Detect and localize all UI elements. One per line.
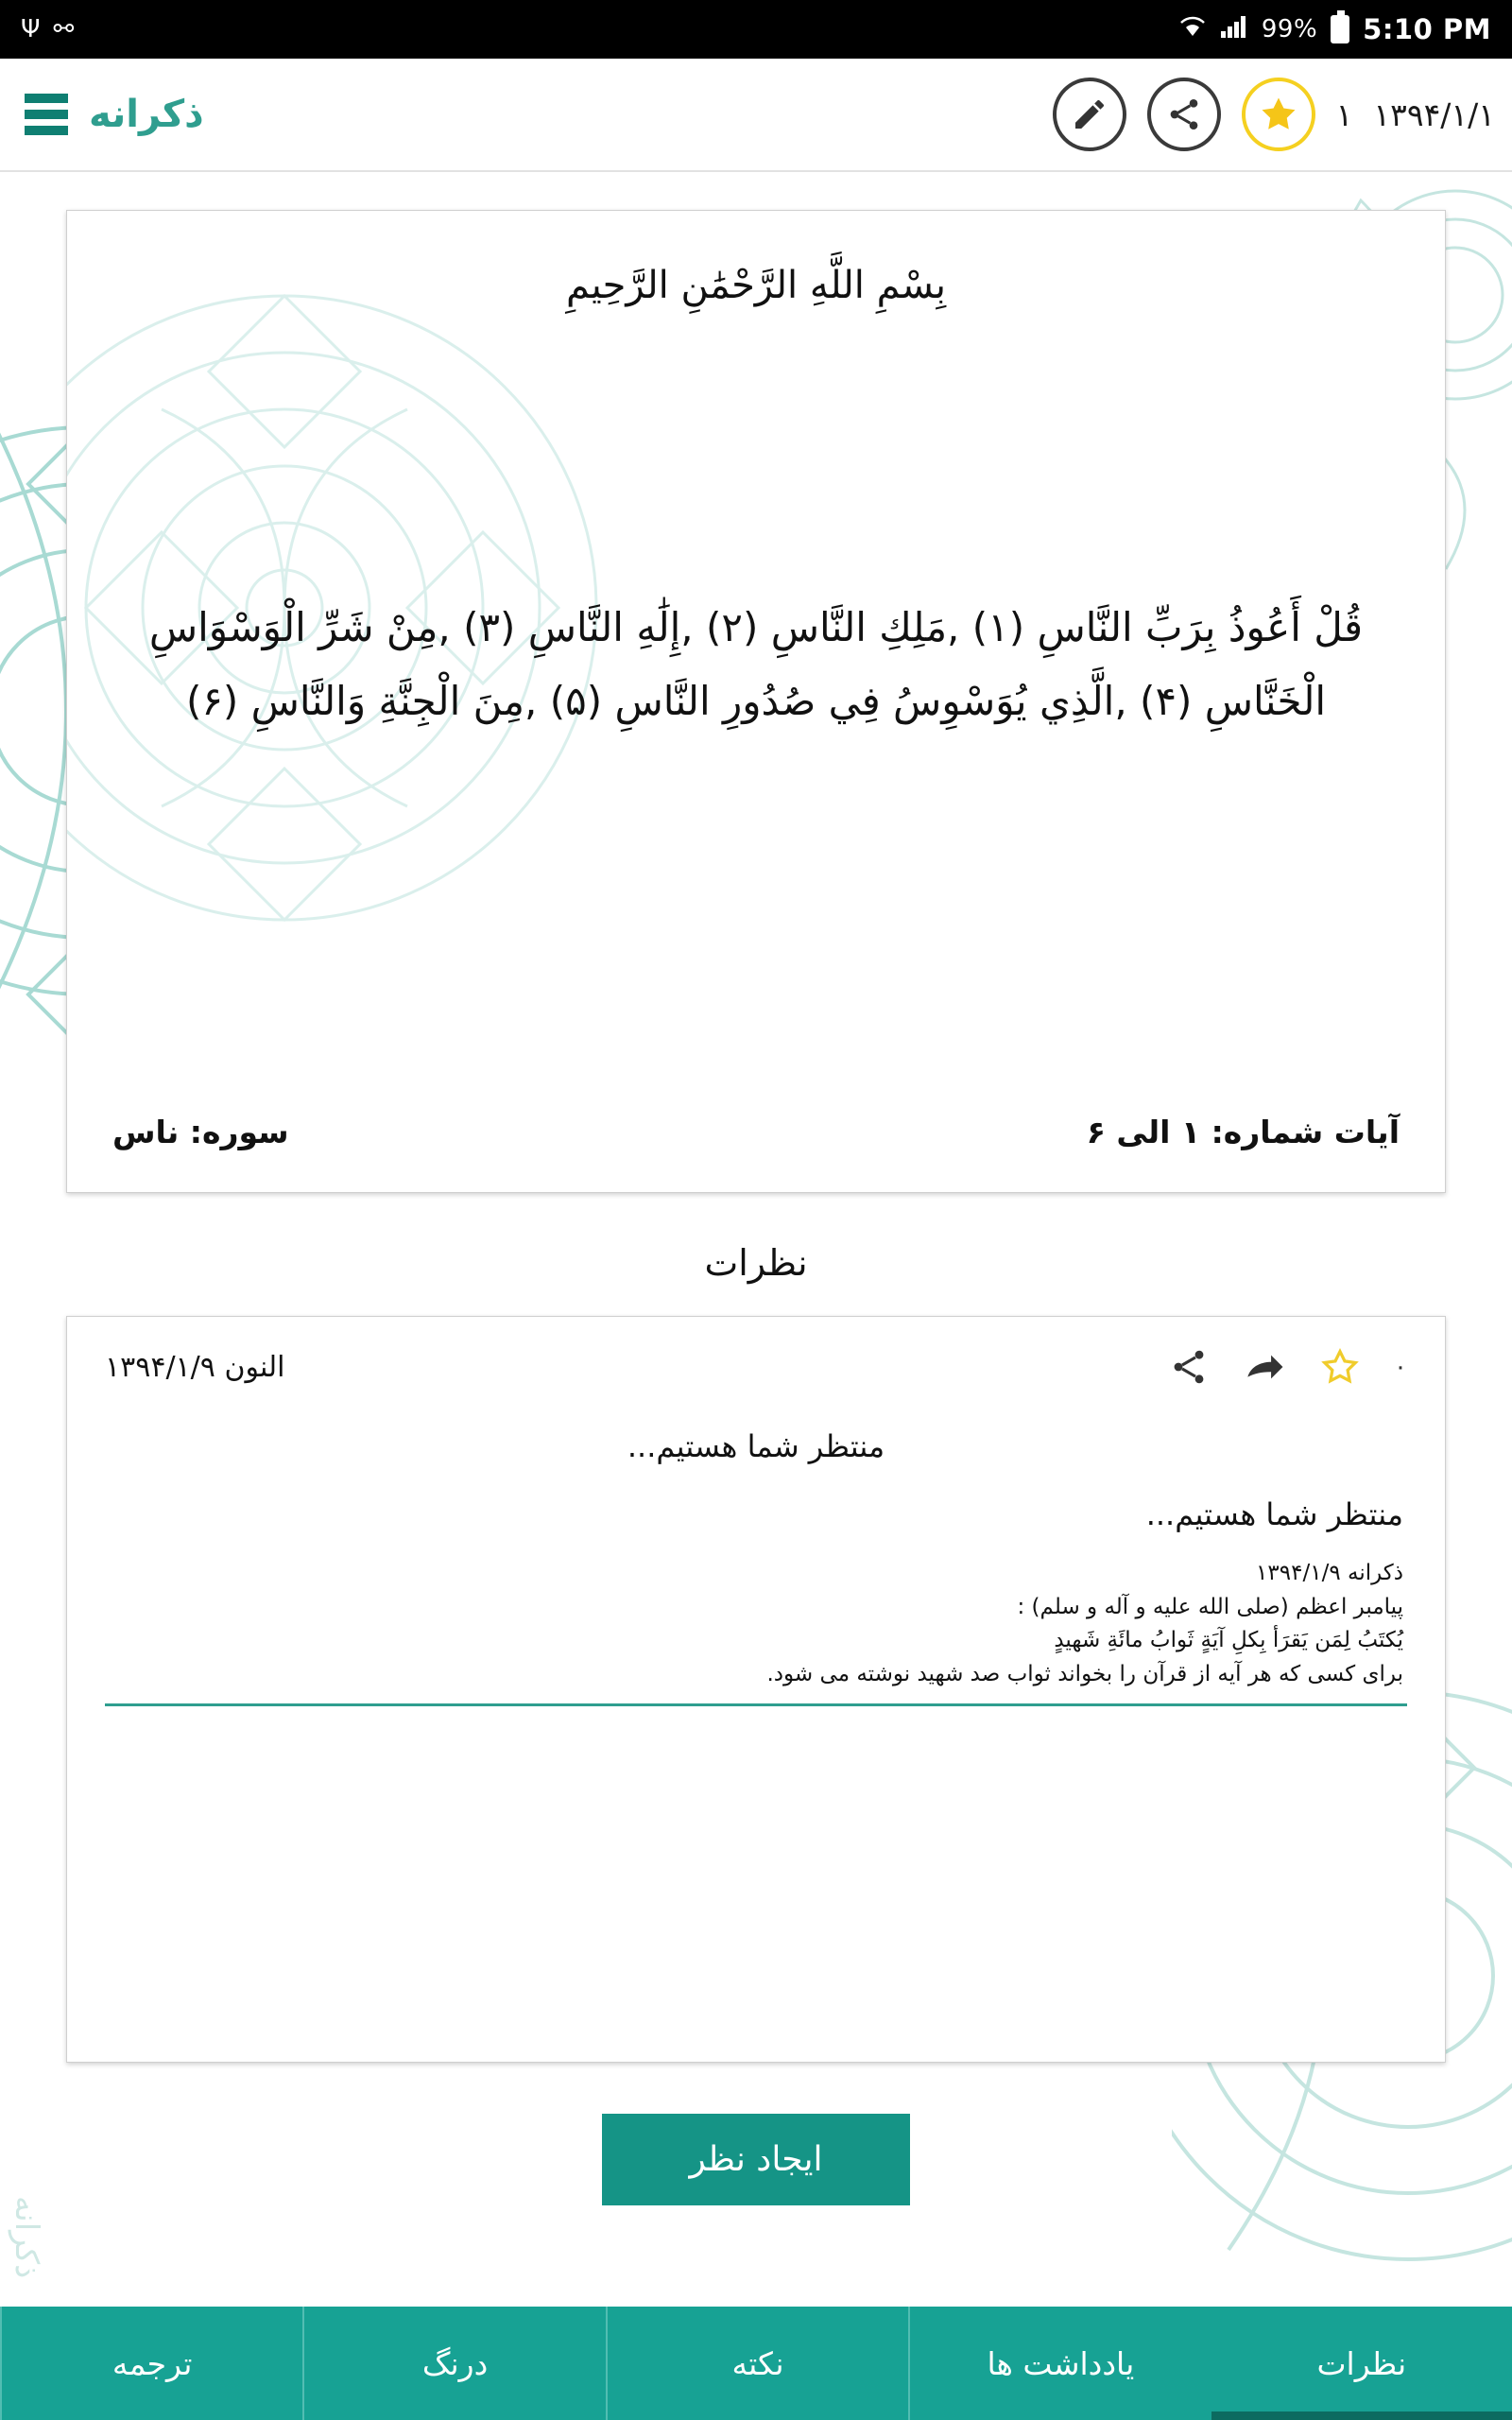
like-count: ۰: [1394, 1353, 1407, 1381]
share-node-icon[interactable]: [1167, 1345, 1211, 1389]
verse-card-footer: [112, 1114, 1400, 1150]
tab-comments[interactable]: نظرات: [1211, 2307, 1512, 2420]
brand-title: ذکرانه: [89, 93, 204, 136]
comment-author-date: [105, 1351, 285, 1384]
comment-text-center: منتظر شما هستیم...: [627, 1428, 885, 1464]
comment-quote: [109, 1557, 1403, 1692]
tab-pause[interactable]: درنگ: [302, 2307, 605, 2420]
surah-label: سوره: ناس: [112, 1114, 289, 1150]
tab-notes[interactable]: یادداشت ها: [908, 2307, 1211, 2420]
quote-line-1: پیامبر اعظم (صلی الله علیه و آله و سلم) :: [1017, 1594, 1403, 1619]
status-bar-clock: 5:10 PM: [1363, 13, 1491, 45]
date-label: ۱۳۹۴/۱/۱: [1373, 95, 1495, 133]
wifi-icon: [1178, 14, 1207, 44]
comment-text-right: منتظر شما هستیم...: [1145, 1496, 1403, 1532]
share-node-icon[interactable]: [1147, 78, 1221, 151]
usb-icon: Ψ: [21, 15, 41, 43]
quote-line-2: یُکتَبُ لِمَن یَقرَأ بِکلِ آیَةٍ ثَوابُ مائَةِ شَهیدٍ: [1054, 1628, 1403, 1653]
side-watermark: ذکرانه: [8, 2195, 45, 2278]
comment-header: [67, 1317, 1445, 1389]
reply-arrow-icon[interactable]: [1243, 1345, 1286, 1389]
verse-card: [66, 210, 1446, 1193]
counter-label: ۱: [1335, 95, 1353, 133]
star-outline-icon[interactable]: [1318, 1345, 1362, 1389]
quote-source: ذکرانه ۱۳۹۴/۱/۹: [1256, 1561, 1403, 1585]
app-bar-brand-area: [25, 93, 204, 136]
battery-percent: 99%: [1261, 15, 1318, 43]
status-bar: [0, 0, 1512, 59]
create-comment-area: [0, 2114, 1512, 2205]
page-content: [0, 172, 1512, 2420]
battery-icon: [1331, 15, 1349, 43]
tab-translation[interactable]: ترجمه: [0, 2307, 302, 2420]
comment-body: [67, 1389, 1445, 1692]
comment-date: ۱۳۹۴/۱/۹: [105, 1350, 215, 1384]
create-comment-button[interactable]: ایجاد نظر: [602, 2114, 909, 2205]
comment-author: النون: [224, 1350, 285, 1384]
app-bar: [0, 59, 1512, 172]
bismillah-text: بِسْمِ اللَّهِ الرَّحْمَٰنِ الرَّحِيمِ: [565, 264, 947, 307]
hamburger-menu-icon[interactable]: [25, 94, 68, 135]
status-bar-left: [21, 17, 74, 42]
star-icon[interactable]: [1242, 78, 1315, 151]
key-icon: ⚯: [53, 15, 75, 43]
tab-point[interactable]: نکته: [606, 2307, 908, 2420]
bottom-tab-bar: [0, 2307, 1512, 2420]
quote-line-3: برای کسی که هر آیه از قرآن را بخواند ثواب صد شهید نوشته می شود.: [766, 1661, 1403, 1686]
edit-pencil-icon[interactable]: [1053, 78, 1126, 151]
ayat-text: قُلْ أَعُوذُ بِرَبِّ النَّاسِ (۱) ,مَلِكِ النَّاسِ (۲) ,إِلَٰهِ النَّاسِ (۳) ,مِنْ شَرِّ الْوَسْوَاسِ الْخَنَّاسِ (۴) ,الَّذِي يُوَسْوِسُ فِي صُدُورِ النَّاسِ (۵) ,مِنَ الْجِنَّةِ وَالنَّاسِ (۶): [148, 604, 1364, 724]
comments-card: [66, 1316, 1446, 2063]
comments-title: نظرات: [704, 1242, 808, 1284]
comment-action-group: [1167, 1345, 1407, 1389]
verses-range-label: آیات شماره: ۱ الی ۶: [1086, 1114, 1400, 1150]
comment-divider: [105, 1703, 1407, 1706]
app-bar-actions: [1053, 78, 1495, 151]
status-bar-right: [1178, 13, 1491, 45]
signal-icon: [1220, 14, 1248, 44]
